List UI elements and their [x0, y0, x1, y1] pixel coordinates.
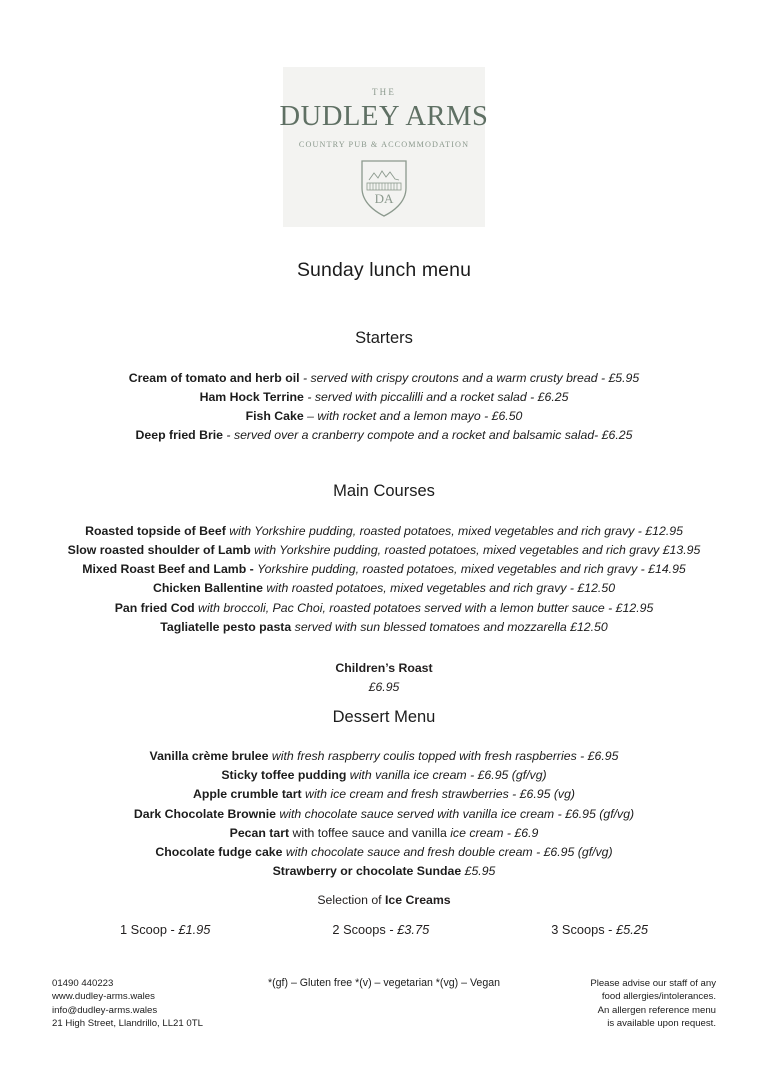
menu-section-starters [50, 330, 718, 445]
menu-item-desc: served with sun blessed tomatoes and mozzarella £12.50 [291, 619, 608, 634]
menu-item-name: Deep fried Brie [135, 428, 224, 443]
menu-item [50, 426, 718, 445]
starters-item-list [50, 369, 718, 446]
menu-item [50, 618, 718, 637]
ice-cream-option-price: £5.25 [615, 921, 648, 937]
childrens-roast-name: Children’s Roast [335, 661, 433, 676]
menu-item-name: Cream of tomato and herb oil [128, 370, 300, 385]
ice-cream-option [332, 920, 429, 939]
menu-item-desc: with broccoli, Pac Choi, roasted potatoes served with a lemon butter sauce - £12.95 [194, 600, 654, 615]
menu-item-name: Apple crumble tart [192, 787, 302, 802]
menu-item [50, 824, 718, 843]
section-heading-dessert: Dessert Menu [332, 708, 436, 727]
menu-item-desc: with roasted potatoes, mixed vegetables and rich gravy - £12.50 [263, 581, 616, 596]
menu-item [50, 541, 718, 560]
menu-item-desc: with fresh raspberry coulis topped with fresh raspberries - £6.95 [268, 748, 619, 763]
menu-item [50, 369, 718, 388]
menu-item-name: Ham Hock Terrine [199, 389, 304, 404]
ice-creams-options-row [50, 920, 718, 939]
ice-cream-option-label: 2 Scoops - [332, 921, 398, 937]
restaurant-logo [279, 67, 489, 227]
logo-monogram: DA [374, 190, 394, 206]
menu-item-name: Roasted topside of Beef [85, 523, 226, 538]
menu-item [50, 862, 718, 881]
menu-item-desc: Yorkshire pudding, roasted potatoes, mixed vegetables and rich gravy - £14.95 [257, 562, 686, 577]
menu-item-name: Pecan tart [229, 825, 290, 840]
menu-item-name: Dark Chocolate Brownie [133, 806, 276, 821]
menu-item [50, 843, 718, 862]
menu-item-name: Vanilla crème brulee [149, 748, 269, 763]
menu-item [50, 747, 718, 766]
menu-item-name: Pan fried Cod [114, 600, 195, 615]
menu-item-desc: with chocolate sauce served with vanilla ice cream - £6.95 (gf/vg) [275, 806, 635, 821]
main-courses-item-list [50, 522, 718, 637]
menu-item [50, 805, 718, 824]
childrens-roast-name-row [50, 659, 718, 678]
menu-item [50, 560, 718, 579]
section-heading-main-courses: Main Courses [333, 482, 435, 501]
footer-dietary-key: *(gf) – Gluten free *(v) – vegetarian *(vg) – Vegan [267, 977, 500, 989]
menu-item-desc: with chocolate sauce and fresh double cream - £6.95 (gf/vg) [282, 844, 613, 859]
menu-item-name: Slow roasted shoulder of Lamb [67, 543, 251, 558]
footer-phone: 01490 440223 [52, 978, 114, 989]
menu-item [50, 785, 718, 804]
menu-item-desc: with vanilla ice cream - £6.95 (gf/vg) [346, 768, 547, 783]
page-title: Sunday lunch menu [296, 259, 472, 281]
menu-item-desc: - served with piccalilli and a rocket salad - £6.25 [303, 389, 569, 404]
menu-item-name: Tagliatelle pesto pasta [160, 619, 292, 634]
childrens-roast-block [50, 659, 718, 697]
section-heading-starters: Starters [355, 329, 413, 347]
menu-item [50, 407, 718, 426]
menu-item-name: Fish Cake [245, 408, 304, 423]
menu-item-desc-upright: with toffee sauce and vanilla [289, 825, 451, 840]
allergy-notice-line: food allergies/intolerances. [601, 991, 716, 1003]
logo-tagline: COUNTRY PUB & ACCOMMODATION [298, 139, 470, 149]
menu-item-name: Sticky toffee pudding [221, 768, 347, 783]
menu-item-desc: with ice cream and fresh strawberries - £6.95 (vg) [301, 787, 576, 802]
menu-item [50, 388, 718, 407]
menu-item [50, 579, 718, 598]
shield-crest-icon [359, 158, 409, 223]
logo-wordmark: DUDLEY ARMS [279, 101, 489, 132]
menu-item [50, 766, 718, 785]
footer-website[interactable]: www.dudley-arms.wales [52, 991, 155, 1003]
logo-the-text: THE [371, 87, 397, 97]
menu-item-desc: ice cream - £6.9 [450, 825, 539, 840]
menu-item-desc: - served with crispy croutons and a warm crusty bread - £5.95 [299, 370, 640, 385]
allergy-notice-line: Please advise our staff of any [590, 978, 716, 989]
ice-cream-option [551, 920, 648, 939]
menu-item-name: Strawberry or chocolate Sundae [272, 864, 462, 879]
menu-item-name: Mixed Roast Beef and Lamb - [82, 562, 258, 577]
menu-section-dessert [50, 709, 718, 881]
menu-section-main-courses [50, 483, 718, 637]
allergy-notice-line: An allergen reference menu [597, 1004, 716, 1016]
ice-creams-label [50, 891, 718, 910]
menu-item [50, 522, 718, 541]
menu-item-name: Chocolate fudge cake [155, 844, 283, 859]
menu-item-name: Chicken Ballentine [152, 581, 263, 596]
footer-email[interactable]: info@dudley-arms.wales [52, 1004, 158, 1016]
ice-cream-option-price: £3.75 [397, 921, 430, 937]
ice-cream-option-label: 1 Scoop - [120, 921, 179, 937]
menu-item-desc: with Yorkshire pudding, roasted potatoes, mixed vegetables and rich gravy - £12.95 [225, 523, 683, 538]
allergy-notice-line: is available upon request. [607, 1018, 716, 1030]
menu-content [50, 330, 718, 939]
footer-allergy-notice [536, 977, 716, 1031]
ice-cream-option [120, 920, 210, 939]
menu-item-desc: - served over a cranberry compote and a rocket and balsamic salad- £6.25 [223, 428, 633, 443]
menu-item-desc: with Yorkshire pudding, roasted potatoes, mixed vegetables and rich gravy £13.95 [250, 543, 701, 558]
ice-creams-label-prefix: Selection of [317, 893, 386, 908]
childrens-roast-price-row [50, 678, 718, 697]
childrens-roast-price: £6.95 [368, 680, 400, 695]
menu-item-desc: £5.95 [461, 864, 496, 879]
menu-item [50, 599, 718, 618]
menu-item-desc: – with rocket and a lemon mayo - £6.50 [303, 408, 523, 423]
dessert-item-list [50, 747, 718, 881]
ice-cream-option-label: 3 Scoops - [551, 921, 616, 937]
footer-address: 21 High Street, Llandrillo, LL21 0TL [52, 1018, 203, 1030]
ice-creams-label-bold: Ice Creams [385, 893, 451, 908]
ice-cream-option-price: £1.95 [178, 921, 211, 937]
